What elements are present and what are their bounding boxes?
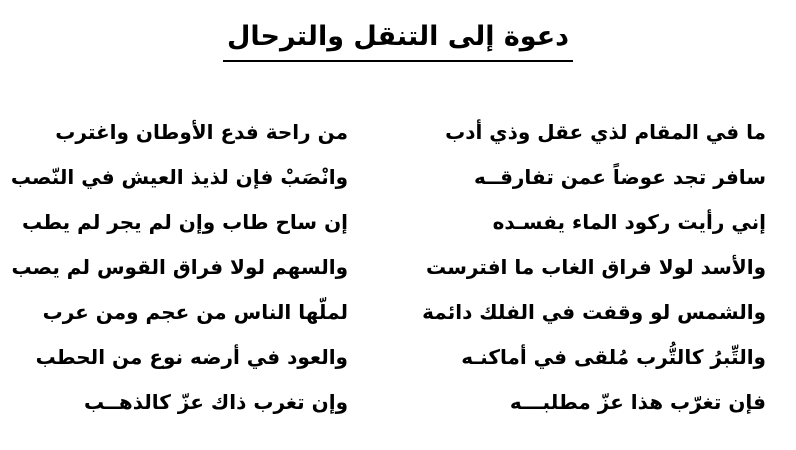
verse-3-first-hemistich: إني رأيت ركود الماء يفسـده — [492, 210, 766, 234]
verse-3-second-hemistich: إن ساح طاب وإن لم يجر لم يطب — [22, 210, 348, 234]
verse-1-second-hemistich: من راحة فدع الأوطان واغترب — [55, 120, 348, 144]
verse-2-first-hemistich: سافر تجد عوضاً عمن تفارقــه — [474, 165, 766, 189]
verse-6-second-hemistich: والعود في أرضه نوع من الحطب — [35, 345, 348, 369]
verse-4-first-hemistich: والأسد لولا فراق الغاب ما افترست — [426, 255, 766, 279]
verse-6-first-hemistich: والتِّبرُ كالتُّرب مُلقى في أماكنـه — [461, 345, 766, 369]
poem-title-container — [0, 20, 796, 62]
verse-5-first-hemistich: والشمس لو وقفت في الفلك دائمة — [422, 300, 766, 324]
verse-2-second-hemistich: وانْصَبْ فإن لذيذ العيش في النّصب — [10, 165, 348, 189]
verse-7-second-hemistich: وإن تغرب ذاك عزّ كالذهــب — [83, 390, 348, 414]
poem-title: دعوة إلى التنقل والترحال — [223, 20, 573, 62]
verse-1-first-hemistich: ما في المقام لذي عقل وذي أدب — [445, 120, 766, 144]
verse-5-second-hemistich: لملّها الناس من عجم ومن عرب — [42, 300, 348, 324]
verse-7-first-hemistich: فإن تغرّب هذا عزّ مطلبـــه — [509, 390, 766, 414]
verse-4-second-hemistich: والسهم لولا فراق القوس لم يصب — [11, 255, 348, 279]
